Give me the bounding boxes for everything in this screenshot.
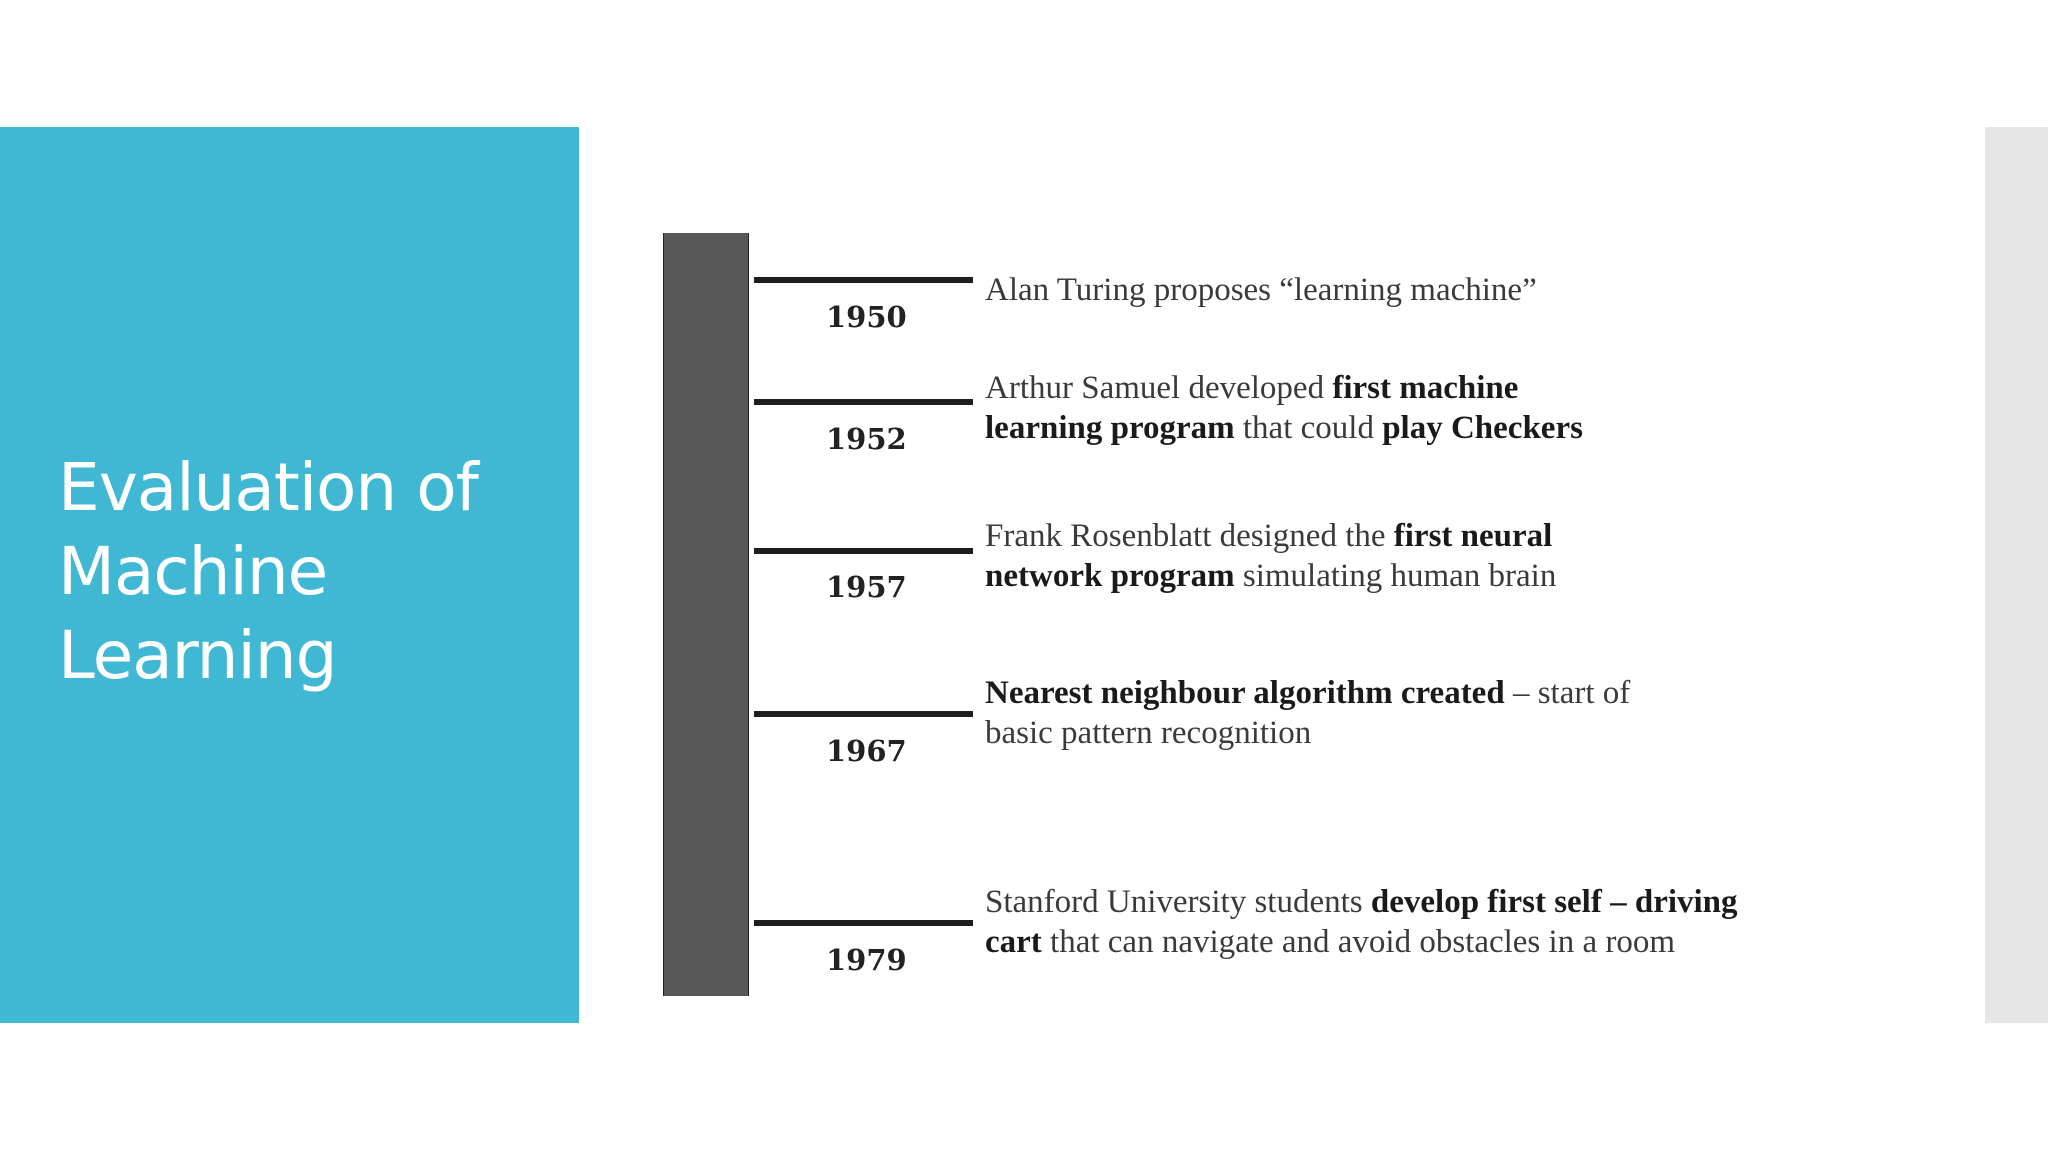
event-text-bold: network program <box>985 558 1235 594</box>
event-text-bold: first neural <box>1393 518 1553 554</box>
event-text-bold: learning program <box>985 410 1235 446</box>
timeline-event-text <box>985 270 1537 310</box>
event-line <box>985 408 1583 448</box>
timeline-tick <box>754 399 973 405</box>
event-text: Frank Rosenblatt designed the <box>985 518 1394 554</box>
event-line <box>985 556 1556 596</box>
event-text: basic pattern recognition <box>985 715 1312 751</box>
right-edge-strip <box>1985 127 2048 1023</box>
timeline-bar <box>664 233 748 996</box>
event-text: – start of <box>1504 675 1631 711</box>
event-text: that can navigate and avoid obstacles in a room <box>1041 924 1676 960</box>
timeline-year: 1967 <box>826 734 907 768</box>
event-text-bold: play Checkers <box>1382 410 1583 446</box>
event-text: Stanford University students <box>985 884 1371 920</box>
event-text-bold: develop first self – driving <box>1370 884 1738 920</box>
timeline-tick <box>754 548 973 554</box>
timeline-year: 1979 <box>826 943 907 977</box>
slide-title: Evaluation of Machine Learning <box>58 449 478 694</box>
event-text-bold: first machine <box>1332 370 1519 406</box>
timeline-tick <box>754 277 973 283</box>
timeline-event-text <box>985 516 1556 596</box>
timeline-tick <box>754 920 973 926</box>
event-line <box>985 713 1630 753</box>
event-line <box>985 368 1583 408</box>
timeline-event-text <box>985 368 1583 448</box>
timeline-event-text <box>985 673 1630 753</box>
event-text: simulating human brain <box>1234 558 1557 594</box>
event-line <box>985 673 1630 713</box>
timeline-year: 1952 <box>826 422 907 456</box>
timeline-event-text <box>985 882 1738 962</box>
event-text: Arthur Samuel developed <box>985 370 1333 406</box>
event-line <box>985 922 1738 962</box>
event-text-bold: cart <box>985 924 1042 960</box>
event-text: that could <box>1234 410 1383 446</box>
event-text: Alan Turing proposes “learning machine” <box>985 272 1537 308</box>
event-text-bold: Nearest neighbour algorithm created <box>985 675 1505 711</box>
event-line <box>985 882 1738 922</box>
timeline-tick <box>754 711 973 717</box>
event-line <box>985 270 1537 310</box>
timeline-year: 1957 <box>826 570 907 604</box>
event-line <box>985 516 1556 556</box>
timeline-year: 1950 <box>826 300 907 334</box>
